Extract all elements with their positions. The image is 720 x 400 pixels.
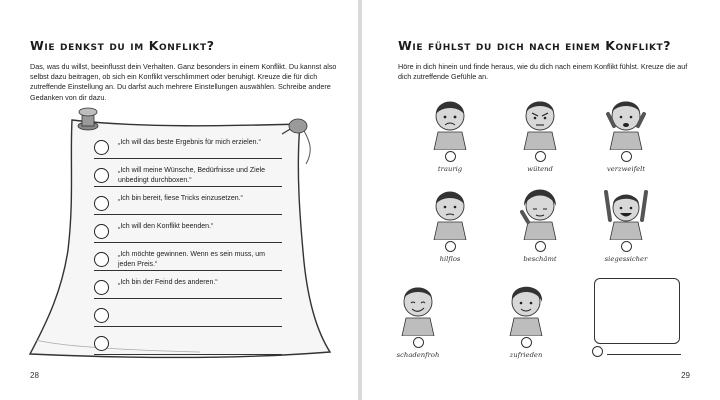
pinned-paper bbox=[0, 0, 358, 400]
statement-text: „Ich möchte gewinnen. Wenn es sein muss, um jeden Preis.“ bbox=[118, 251, 265, 268]
checkbox-circle[interactable] bbox=[94, 140, 109, 155]
statement-row[interactable] bbox=[94, 248, 282, 271]
feeling-item[interactable] bbox=[586, 182, 666, 263]
intro-text: Das, was du willst, beeinflusst dein Verhalten. Ganz besonders in einem Konflikt. Du kannst also selbst dazu beitragen, ob sich ein Konflikt verschlimmert oder beruhigt. Kreuze die für dich zutreffende Einstellung an. Du darfst auch mehrere Einstellungen auswählen. Schreibe andere Gedanken von dir dazu. bbox=[30, 62, 337, 102]
checkbox-circle[interactable] bbox=[521, 337, 532, 348]
feeling-item[interactable] bbox=[500, 182, 580, 263]
child-sad-icon bbox=[428, 92, 472, 150]
checkbox-circle[interactable] bbox=[94, 224, 109, 239]
child-triumphant-icon bbox=[604, 182, 648, 240]
statement-text: „Ich bin bereit, fiese Tricks einzusetzen.“ bbox=[118, 195, 243, 202]
checkbox-circle[interactable] bbox=[413, 337, 424, 348]
page-title: Wie fühlst du dich nach einem Konflikt? bbox=[398, 38, 672, 53]
statement-text: „Ich will den Konflikt beenden.“ bbox=[118, 223, 214, 230]
feeling-item[interactable] bbox=[410, 92, 490, 173]
feeling-label: traurig bbox=[437, 165, 463, 173]
child-content-icon bbox=[504, 278, 548, 336]
checkbox-circle[interactable] bbox=[94, 252, 109, 267]
child-helpless-icon bbox=[428, 182, 472, 240]
feeling-item[interactable] bbox=[410, 182, 490, 263]
feeling-item[interactable] bbox=[586, 92, 666, 173]
statement-list bbox=[94, 136, 282, 360]
child-ashamed-icon bbox=[518, 182, 562, 240]
statement-row-blank[interactable] bbox=[94, 304, 282, 327]
feeling-label: siegessicher bbox=[604, 255, 648, 263]
checkbox-circle[interactable] bbox=[94, 280, 109, 295]
checkbox-circle[interactable] bbox=[94, 168, 109, 183]
feeling-label: verzweifelt bbox=[606, 165, 646, 173]
statement-row[interactable] bbox=[94, 192, 282, 215]
checkbox-circle[interactable] bbox=[445, 151, 456, 162]
statement-row[interactable] bbox=[94, 276, 282, 299]
statement-text: „Ich will das beste Ergebnis für mich erzielen.“ bbox=[118, 139, 261, 146]
feeling-label: hilflos bbox=[439, 255, 461, 263]
statement-row[interactable] bbox=[94, 220, 282, 243]
blank-drawing-box[interactable] bbox=[594, 278, 680, 344]
statement-row[interactable] bbox=[94, 164, 282, 187]
statement-row-blank[interactable] bbox=[94, 332, 282, 355]
feeling-item[interactable] bbox=[486, 278, 566, 359]
feeling-label: beschämt bbox=[523, 255, 557, 263]
statement-text: „Ich will meine Wünsche, Bedürfnisse und Ziele unbedingt durchboxen.“ bbox=[118, 167, 266, 184]
feeling-label: schadenfroh bbox=[396, 351, 440, 359]
page-title: Wie denkst du im Konflikt? bbox=[30, 38, 215, 53]
checkbox-circle[interactable] bbox=[94, 336, 109, 351]
child-desperate-icon bbox=[604, 92, 648, 150]
checkbox-circle[interactable] bbox=[621, 151, 632, 162]
checkbox-circle[interactable] bbox=[535, 241, 546, 252]
statement-row[interactable] bbox=[94, 136, 282, 159]
feeling-item[interactable] bbox=[500, 92, 580, 173]
checkbox-circle[interactable] bbox=[94, 308, 109, 323]
checkbox-circle[interactable] bbox=[621, 241, 632, 252]
feeling-label: wütend bbox=[527, 165, 553, 173]
page-number: 29 bbox=[681, 371, 690, 380]
checkbox-circle[interactable] bbox=[535, 151, 546, 162]
checkbox-circle[interactable] bbox=[445, 241, 456, 252]
checkbox-circle[interactable] bbox=[94, 196, 109, 211]
page-number: 28 bbox=[30, 371, 39, 380]
feeling-item[interactable] bbox=[378, 278, 458, 359]
child-angry-icon bbox=[518, 92, 562, 150]
intro-text: Höre in dich hinein und finde heraus, wie du dich nach einem Konflikt fühlst. Kreuze die auf dich zutreffende Gefühle an. bbox=[398, 62, 688, 82]
child-gloating-icon bbox=[396, 278, 440, 336]
right-page bbox=[362, 0, 720, 400]
statement-text: „Ich bin der Feind des anderen.“ bbox=[118, 279, 218, 286]
feeling-label: zufrieden bbox=[509, 351, 543, 359]
left-page bbox=[0, 0, 358, 400]
pin-left-icon bbox=[78, 108, 98, 130]
checkbox-circle[interactable] bbox=[592, 346, 603, 357]
write-in-line[interactable] bbox=[607, 354, 681, 355]
